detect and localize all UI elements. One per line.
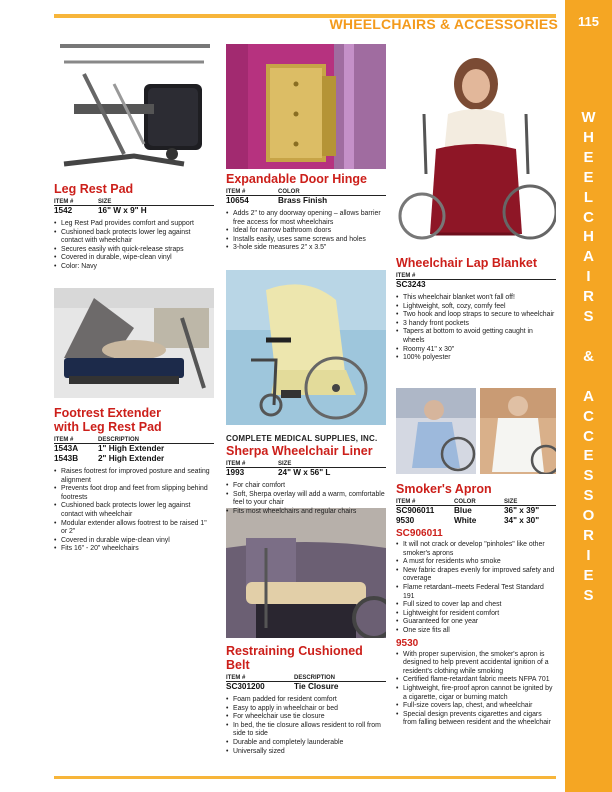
column-header: SIZE — [98, 199, 214, 206]
item-size: 34" x 30" — [504, 516, 540, 525]
list-item: • Adds 2" to any doorway opening – allows barrier free access for most wheelchairs — [226, 210, 386, 227]
item-number: 1542 — [54, 206, 73, 215]
table-row — [54, 206, 214, 217]
product-restraining-belt — [226, 644, 386, 756]
door-hinge-photo — [226, 44, 386, 169]
product-title: Expandable Door Hinge — [226, 172, 367, 186]
product-footrest-extender — [54, 406, 214, 554]
feature-list — [54, 468, 214, 554]
column-header: ITEM # — [54, 199, 98, 206]
spec-table — [396, 273, 556, 290]
manufacturer-label: COMPLETE MEDICAL SUPPLIES, INC. — [226, 434, 378, 443]
footrest-extender-photo — [54, 288, 214, 398]
table-row — [396, 516, 556, 526]
page-number: 115 — [578, 14, 599, 29]
list-item: • Foam padded for resident comfort — [226, 696, 386, 705]
list-item: • Full sized to cover lap and chest — [396, 601, 556, 610]
list-item: • A must for residents who smoke — [396, 558, 556, 567]
list-item: • Durable and completely launderable — [226, 739, 386, 748]
side-tab-letter: S — [583, 487, 594, 505]
feature-list — [396, 541, 556, 636]
table-row — [226, 468, 386, 479]
list-item: • Prevents foot drop and feet from slipping behind footrests — [54, 485, 214, 502]
feature-list — [396, 294, 556, 363]
item-number: 1543A — [54, 444, 79, 453]
side-tab-letter: R — [583, 527, 594, 545]
item-number: 10654 — [226, 196, 249, 205]
side-tab-letter: S — [583, 467, 594, 485]
side-tab-letter: I — [586, 268, 591, 286]
list-item: • Certified flame-retardant fabric meets NFPA 701 — [396, 676, 556, 685]
product-lap-blanket — [396, 256, 556, 363]
variant-heading: SC906011 — [396, 528, 443, 539]
item-color: Blue — [454, 506, 472, 515]
table-row — [54, 454, 214, 464]
list-item: • Cushioned back protects lower leg against contact with wheelchair — [54, 229, 214, 246]
product-title: Restraining Cushioned Belt — [226, 644, 363, 672]
column-header: ITEM # — [54, 437, 98, 444]
spec-table — [226, 189, 386, 206]
list-item: • Ideal for narrow bathroom doors — [226, 227, 386, 236]
item-number: 9530 — [396, 516, 415, 525]
list-item: • Modular extender allows footrest to be raised 1" or 2" — [54, 520, 214, 537]
list-item: • Full-size covers lap, chest, and wheelchair — [396, 702, 556, 711]
list-item: • New fabric drapes evenly for improved safety and coverage — [396, 567, 556, 584]
feature-list — [226, 696, 386, 756]
table-row — [396, 280, 556, 291]
list-item: • Leg Rest Pad provides comfort and support — [54, 220, 214, 229]
item-number: 1993 — [226, 468, 245, 477]
list-item: • One size fits all — [396, 627, 556, 636]
feature-list — [396, 651, 556, 728]
feature-list — [226, 210, 386, 253]
list-item: • 3 handy front pockets — [396, 320, 556, 329]
product-door-hinge — [226, 172, 386, 253]
product-title: Footrest Extender — [54, 406, 161, 420]
list-item: • Tapers at bottom to avoid getting caught in wheels — [396, 328, 556, 345]
leg-rest-pad-photo — [54, 44, 214, 174]
item-color: White — [454, 516, 477, 525]
table-row — [226, 196, 386, 207]
product-leg-rest-pad — [54, 182, 214, 272]
list-item: • Lightweight, soft, cozy, comfy feel — [396, 303, 556, 312]
spec-table — [226, 461, 386, 478]
list-item: • Fits most wheelchairs and regular chairs — [226, 508, 386, 517]
side-tab-letter: H — [583, 128, 594, 146]
column-header: ITEM # — [226, 189, 278, 196]
list-item: • Soft, Sherpa overlay will add a warm, comfortable feel to your chair — [226, 491, 386, 508]
column-header: DESCRIPTION — [294, 675, 386, 682]
column-header: ITEM # — [226, 675, 294, 682]
side-tab-letter: A — [583, 248, 594, 266]
side-tab-letter: & — [583, 347, 594, 365]
list-item: • Universally sized — [226, 748, 386, 757]
side-tab-letter: H — [583, 228, 594, 246]
side-tab-letter: E — [583, 447, 594, 465]
column-header: ITEM # — [396, 499, 454, 506]
product-title: Sherpa Wheelchair Liner — [226, 444, 373, 458]
smokers-apron-white-photo — [480, 388, 556, 474]
spec-table — [54, 199, 214, 216]
list-item: • Fits 16" - 20" wheelchairs — [54, 545, 214, 554]
list-item: • For chair comfort — [226, 482, 386, 491]
item-number: 1543B — [54, 454, 79, 463]
side-tab-letter: S — [583, 586, 594, 604]
side-tab-letter: C — [583, 407, 594, 425]
list-item: • Secures easily with quick-release straps — [54, 246, 214, 255]
spec-table — [54, 437, 214, 464]
table-row — [396, 506, 556, 517]
list-item: • Cushioned back protects lower leg against contact with wheelchair — [54, 502, 214, 519]
smokers-apron-blue-photo — [396, 388, 476, 474]
list-item: • In bed, the tie closure allows resident to roll from side to side — [226, 722, 386, 739]
side-tab-letter: C — [583, 427, 594, 445]
sherpa-liner-photo — [226, 270, 386, 425]
product-title-line2: with Leg Rest Pad — [54, 420, 162, 434]
item-size: 24" W x 56" L — [278, 468, 331, 477]
list-item: • With proper supervision, the smoker's apron is designed to help prevent accidental ignition of a resident's clothing while smoking — [396, 651, 556, 677]
product-sherpa-liner — [226, 434, 386, 516]
list-item: • Guaranteed for one year — [396, 618, 556, 627]
side-tab-letter: W — [581, 109, 596, 126]
feature-list — [226, 482, 386, 516]
side-tab-letter: L — [583, 188, 594, 206]
list-item: • It will not crack or develop "pinholes" like other smoker's aprons — [396, 541, 556, 558]
list-item: • Easy to apply in wheelchair or bed — [226, 705, 386, 714]
table-row — [226, 682, 386, 693]
lap-blanket-photo — [396, 44, 556, 252]
item-description: Tie Closure — [294, 682, 339, 691]
list-item: • Flame retardant–meets Federal Test Standard 191 — [396, 584, 556, 601]
column-header: ITEM # — [226, 461, 278, 468]
page-title: WHEELCHAIRS & ACCESSORIES — [329, 16, 558, 32]
list-item: • Color: Navy — [54, 263, 214, 272]
item-size: 16" W x 9" H — [98, 206, 147, 215]
item-number: SC906011 — [396, 506, 435, 515]
column-header: COLOR — [278, 189, 386, 196]
item-number: SC3243 — [396, 280, 426, 289]
product-title: Leg Rest Pad — [54, 182, 134, 196]
side-tab-letter: S — [583, 308, 594, 326]
item-size: 36" x 39" — [504, 506, 540, 515]
side-tab-letter: E — [583, 566, 594, 584]
side-tab-label — [565, 108, 612, 606]
list-item: • Covered in durable wipe-clean vinyl — [54, 537, 214, 546]
list-item: • Lightweight, fire-proof apron cannot be ignited by a cigarette, cigar or burning match — [396, 685, 556, 702]
side-tab-letter: R — [583, 288, 594, 306]
table-row — [54, 444, 214, 455]
list-item: • 3-hole side measures 2" x 3.5" — [226, 244, 386, 253]
list-item: • 100% polyester — [396, 354, 556, 363]
column-header: SIZE — [504, 499, 556, 506]
restraining-belt-photo — [226, 508, 386, 638]
side-tab-letter: A — [583, 387, 594, 405]
list-item: • Covered in durable, wipe-clean vinyl — [54, 254, 214, 263]
spec-table — [396, 499, 556, 526]
item-description: 1" High Extender — [98, 444, 165, 453]
column-header: ITEM # — [396, 273, 556, 280]
item-number: SC301200 — [226, 682, 265, 691]
side-tab-letter — [565, 367, 612, 387]
item-color: Brass Finish — [278, 196, 328, 205]
product-title: Smoker's Apron — [396, 482, 492, 496]
list-item: • Lightweight for resident comfort — [396, 610, 556, 619]
product-title: Wheelchair Lap Blanket — [396, 256, 538, 270]
list-item: • For wheelchair use tie closure — [226, 713, 386, 722]
spec-table — [226, 675, 386, 692]
list-item: • This wheelchair blanket won't fall off! — [396, 294, 556, 303]
side-tab-letter: E — [583, 148, 594, 166]
list-item: • Roomy 41" x 30" — [396, 346, 556, 355]
side-tab-letter: O — [582, 507, 595, 525]
list-item: • Raises footrest for improved posture and seating alignment — [54, 468, 214, 485]
column-header: SIZE — [278, 461, 386, 468]
side-tab-letter: C — [583, 208, 594, 226]
product-smokers-apron — [396, 482, 556, 728]
feature-list — [54, 220, 214, 272]
side-tab-letter — [565, 327, 612, 347]
list-item: • Installs easily, uses same screws and holes — [226, 236, 386, 245]
side-tab-letter: I — [586, 546, 591, 564]
footer-rule — [54, 776, 556, 779]
list-item: • Two hook and loop straps to secure to wheelchair — [396, 311, 556, 320]
column-header: DESCRIPTION — [98, 437, 214, 444]
list-item: • Special design prevents cigarettes and cigars from falling between resident and the wheelchair — [396, 711, 556, 728]
side-tab-letter: E — [583, 168, 594, 186]
column-header: COLOR — [454, 499, 504, 506]
item-description: 2" High Extender — [98, 454, 165, 463]
variant-heading: 9530 — [396, 637, 419, 649]
